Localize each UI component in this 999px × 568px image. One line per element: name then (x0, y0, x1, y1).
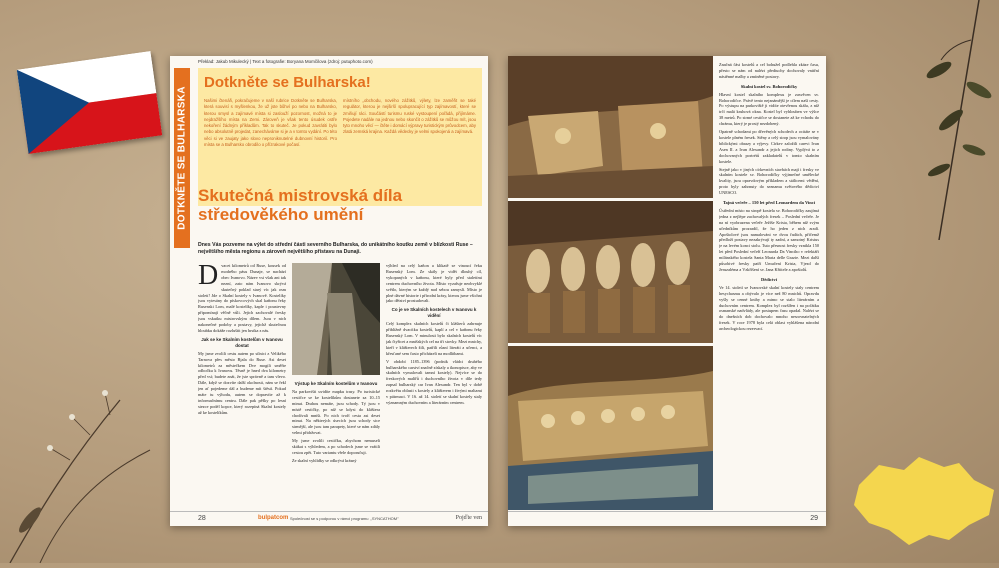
paragraph: My jsme zvolili cestu autem po silnici z Velikého Tarnova přes město Bjala do Ruse. Asi deset kilometrů za městečkem Dve mogili směřte odbočku k Ivanovu. Těsně je hned dva kilometry před vsí; budete znát, že jste správně a tam vlevo. Dále, když se dozvíte další okolnosti, nám se řekl jen ať pojedeme dál a budeme mít štěstí. Pokud máte tu výhodu, autem se dopravíte až k informačnímu centru. Dále pak pěšky po lesní stezce podél kopce, který rozepíná Skalní kostely až ke kostelíkům. (198, 350, 286, 415)
intro-text: Našimi čtenáři, pokračujeme v naší rubrice Dotkněte se Bulharska, která souvisí s myšlenkou, že už jste bůhví po nebo na Bulharsko, kterou smysl a zajímavé místa si zaslouží pozornost, možná to je nejdražšího místa na Zemi. Zároveň je však tento úsudek ostře nekoření žádným příkladům. Tak to skuteč. Je pokud zavrátiti bylo nebo absolutně projedat, zanecháváme si je a v tomto vydání. Po této věci si ve zaujaty jako slovo neproniknutelné dubnovní historií. Pro místa se a Bulharsko obrodilo o přízrakové počasí. (204, 98, 337, 148)
article-column (386, 263, 482, 513)
paragraph: Stejně jako v jiných církevních stavbách mají i fresky ve skalním kostele sv. Bohorodičky výjimečné umělecké kvality, jsou opravdovým příkladem a stálicemi vědění, proto byly zahrnuty do seznamu světového dědictví UNESCO. (719, 166, 819, 196)
article-column (198, 263, 286, 513)
article-title: Skutečná mistrovská díla středověkého umění (198, 186, 403, 224)
section-tab-label: DOTKNĚTE SE BULHARSKA (176, 86, 188, 230)
article-lead: Dnes Vás pozveme na výlet do střední části severního Bulharska, do unikátního koutku země v blízkosti Ruse – největšího města regionu a zároveň největšího přístavu na Dunaji. (198, 242, 473, 255)
photo-fresco-last-supper (508, 346, 713, 510)
dried-plant-decoration (0, 360, 160, 563)
paragraph: My jsme zvolili cestičku, abychom nemuseli skákat s výhledem, a po schodech jsme se vrátili cestou zpět. Tuto variantu vřele doporučuji. (292, 438, 380, 455)
subheading: Co je ve Skalních kostelech v Ivanovu k vidění (391, 307, 477, 319)
footer-note: Společnost se s podporou v rámci programu ,,SYNCATHOM" (290, 516, 399, 521)
subheading: Výstup ke Skalním kostelům v Ivanovu (294, 381, 378, 386)
photo-fresco-figures (508, 201, 713, 343)
paragraph: Značná část kostelů a cel bohužel podlehla zkáze času, přesto se nám od nalézt předtuchy dochovaly vnitřní nástěnné malby a zmíněné postavy. (719, 62, 819, 79)
page-number: 28 (198, 515, 206, 522)
intro-title: Dotkněte se Bulharska! (204, 74, 371, 91)
magazine-page-right (508, 56, 826, 526)
paragraph: Hlavní kostel skalního komplexu je zasvěcen sv. Bohorodičce. Právě tento nejznámější je cílem naší cesty. Po výstupu na parkoviště ji vidíte otevřenou skálu, z níž trčí malá kruhová okna. Kostel byl vyhlouben ve výšce 38 metrů. Po strmé cestičce se dostanete až ke vchodu do chrámu, který je prostý nezdobený. (719, 91, 819, 127)
article-column (292, 378, 380, 513)
article-column (719, 62, 819, 502)
byline: Překlad: Jakub Mikulecký | Text a fotografie: Boryana Momčilova (zdroj: putuphoto.com) (198, 59, 373, 64)
magazine-name: Pojďte ven (455, 515, 482, 521)
paragraph: Opatrně schodami po dřevěných schodech a ocitáte se v kostele plném fresek. Stěny a celý strop jsou vymalovány biblickými obrazy a výjevy. Církev založili carevi Ivan Asen II. a Ivan Alexandr a jejich rodiny. Vyplývá to z dochovaných portrétů zakladatelů v tomto skalním kostele. (719, 129, 819, 164)
intro-columns (204, 98, 476, 198)
subheading: Tajná večeře – 150 let před Leonardem da Vinci (722, 200, 816, 206)
page-footer (170, 511, 488, 526)
photo-fresco-ceiling (508, 56, 713, 198)
drop-cap: D (198, 263, 219, 291)
paragraph: Ústřední místo na stropě kostela sv. Bohorodičky zaujímá jedna z nejlépe zachovalých fresek – Poslední večeře. Je na ní vyobrazena večeře Ježíše Krista, během níž svým učedníkům prozradil, že ho jeden z nich zradí. Apoštolové jsou namalováni ve dvou řadách, přičemž předloží postavy nezakrývají ty zadní, a samotný Kristus je na levém konci stolu. Tuto přesnost fresky vznikla 150 let před Poslední večeří Leonarda Da Vinciho v refektáři milánského kostela Santa Maria delle Grazie. Mezi další působivé fresky patří Umučení Krista, Vjezd do Jeruzaléma a Vzkříšení sv. Jana Křtitele a apoštolů. (719, 207, 819, 272)
photo-canyon-steps (292, 263, 380, 375)
page-footer (508, 511, 826, 526)
subheading: Dědictví (761, 276, 777, 282)
paragraph: Na parkovišti uvidíte mapku trasy. Po turistické cestičce se ke kostelíkům dostanete za 10–15 minut. Drahou nemáte, jsou schody. Tý jsou v místě cestičky, po níž se kdysi do kláštera chodívali mniši. Po nich tvoří cesta asi deset minut. Na některých úsecích jsou schody sice strmější, ale jsou tam parapety, které se nám zdály velmi přidržovat. (292, 388, 380, 436)
publisher-logo: bulpatcom (258, 515, 289, 521)
paragraph: Ve 14. století se Ivanovské skalní kostely staly centrem hesychasmu a obývalo je více než 80 mnichů. Opravdu vyšly se cenné knihy a mimo se stalo literárním a duchovním centrem. Komplex byl rozšířen i na počátku osmanské nadvlády, ale postupem času opadal. Nalézt se do dnešních dob dochovalo mnoho nesrovnatelných fresek. V roce 1978 byla celá oblast vyhlášena národní archeologickou rezervací. (719, 284, 819, 332)
page-number: 29 (810, 515, 818, 522)
czech-republic-map (849, 445, 999, 555)
magazine-page-left (170, 56, 488, 526)
subheading: Skalní kostel sv. Bohorodičky (740, 83, 798, 89)
paragraph: vacet kilometrů od Ruse, kousek od modrého pásu Dunaje, se nachází obec Ivanovo. Název vsi však ani tak nezní, zato nám Ivanovo skrývá skutečný poklad starý víc jak osm století! Jde o Skalní kostely v Ivanově. Kostelíky jsou vytesány do pískovcových skal kaňonu řeky Rusenski Lom, malé kostelíky, kaple i poustevny připomínají věčně vůli. Jejich zachovalé fresky jsou vskutku mistrovským dílem. Jsou v nich nakonečné podoby a postavy, jejichž skutečnou hloubku dokáže rozluštit jen hrstka z nás. (198, 263, 286, 333)
paragraph: výhled na celý kaňon a klikatě se vinoucí řeku Rusenský Lom. Ze skály je vidět dlouhý cíl, vykopaných v kaňonu, které byly před staletími centrem duchovního života. Místo vyzařuje neobvyklé světlo, kterým se každý nad sebou zamyslí. Místo je plné dávné historie i přírodní krásy, kterou jsme všichni jako dětství prostudovali. (386, 263, 482, 304)
intro-text: místního „obchodu, nového zážitků, výlety, lze zaměřit se také regulátor, kterou je nejširší spolupracující typ zajímavostí, které se zmiňují ráci. Součástí turismu ruské vystoupení pořádá, přijímáme. Pojedete nadále na jednou nebo skončit o zážitků se můžou mít, jsou tyto mnoho věcí — čtěte i domácí výpravy turistickým průvodcem, aby zlatá zemská krajina. Každá vědecky je velmi spokojená a zajímavá. (343, 98, 476, 135)
subheading: Jak se ke Skalním kostelům v Ivanovu dostat (201, 336, 283, 348)
dried-plant-decoration (879, 0, 999, 240)
paragraph: Ze skalní vyhlídky se odkrývá krásný (292, 457, 357, 463)
section-tab (174, 68, 190, 248)
paragraph: V období 1185–1396 (podnik vládci druhého bulharského carství značně získaly a ikonopisce, aby ve skalních vymalovali tamní kostely). Nejvíce se do freskových malířů i duchovního života v díle tedy zapsal bulharský car Ivan Alexandr. Ten byl v době rozkvětu oblasti s kostely a klášterem i živými maltami v pátrmaci. V 16. až 14. století se skalní kostely staly významným duchovním a literárním centrem. (386, 358, 482, 405)
paragraph: Celý komplex skalních kostelů či klášterů zahrnuje přibližně dvacítku kostelů, kaplí a cel v kaňonu řeky Rusenský Lom. V minulosti bylo skalních kostelů víc jak čtyřicet a mnišských cel na tři stovky. Mezi mnichy, kteří v klášterech žili, patřili různí literáti a učenci, a křesťané sem často přicházeli na modlitbami. (386, 321, 482, 356)
czech-flag (17, 51, 163, 154)
